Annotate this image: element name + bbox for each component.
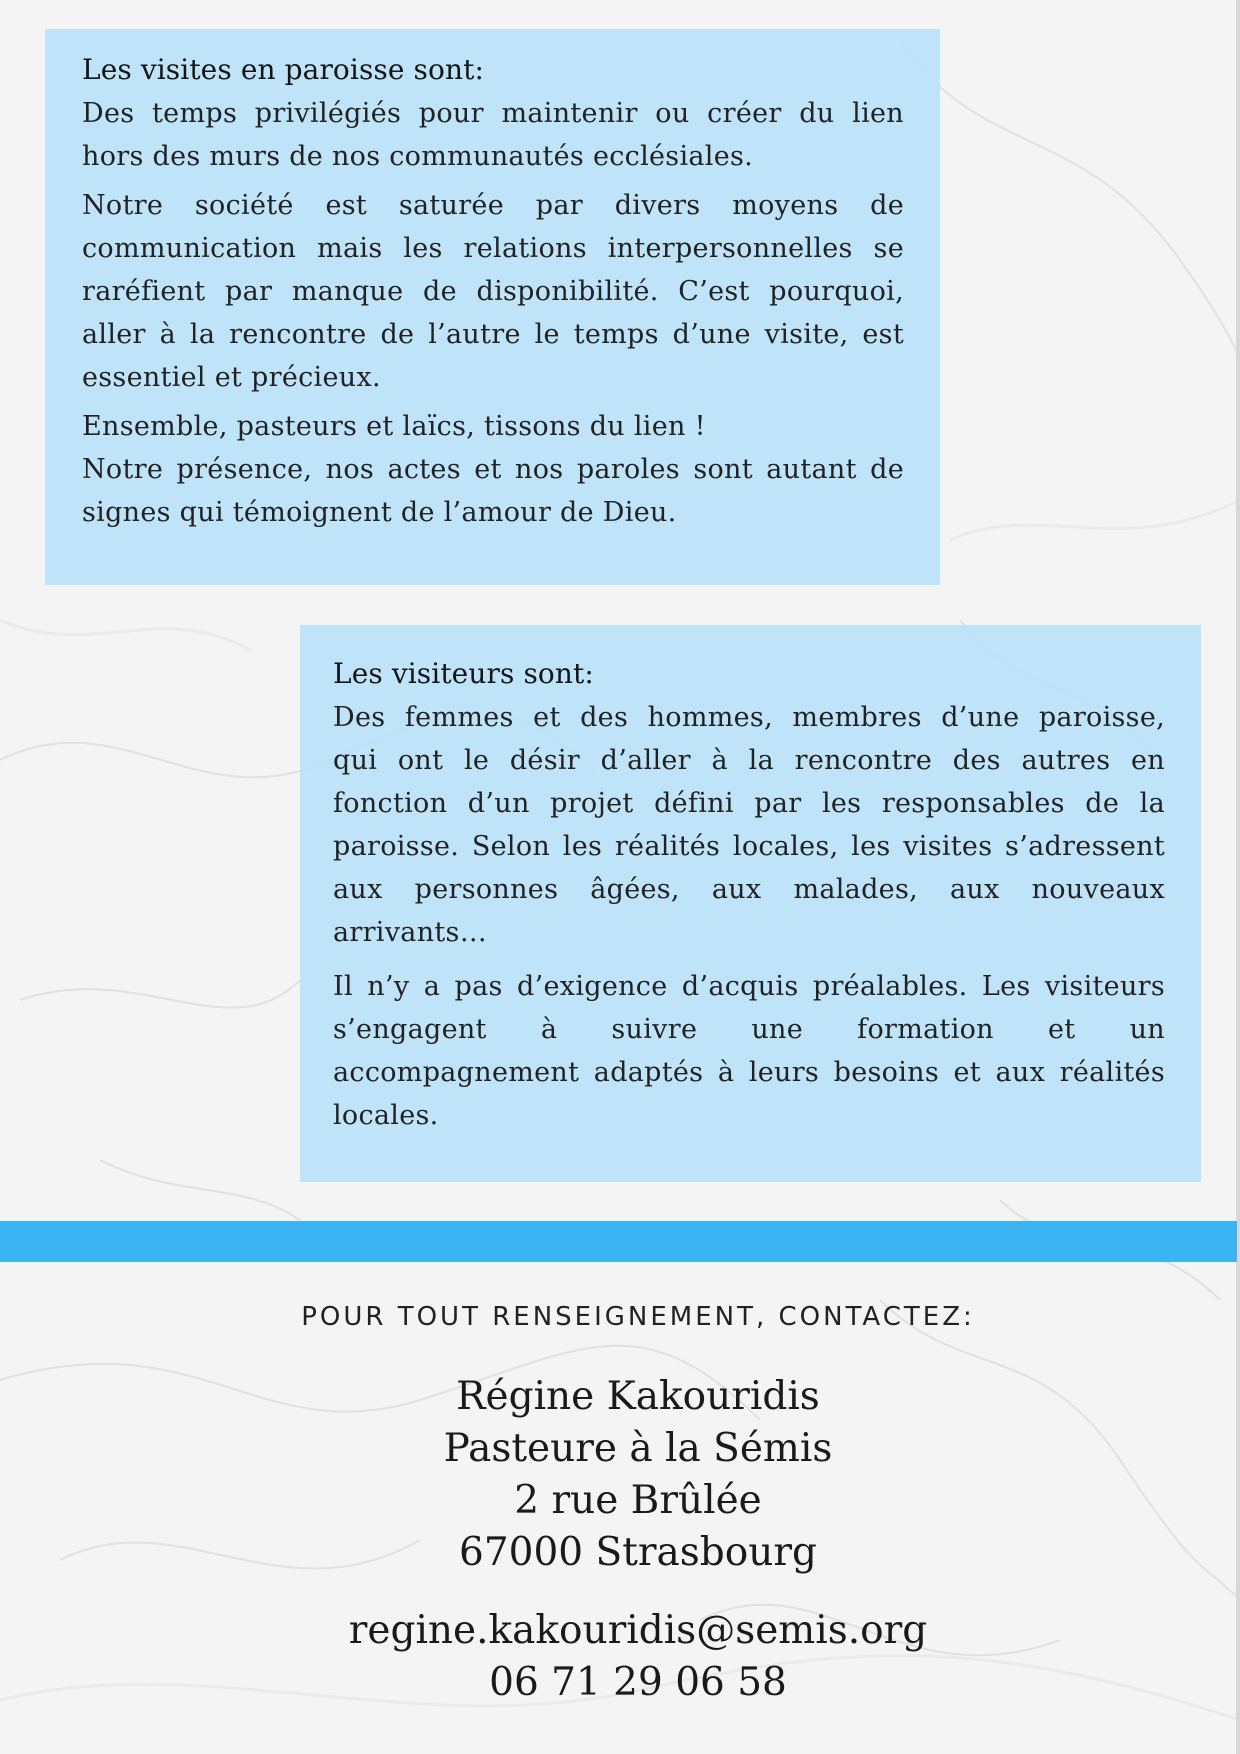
visits-paragraph-3 [82,405,904,534]
text-line: arrivants… [333,917,487,948]
visitors-heading: Les visiteurs sont: [333,657,594,690]
contact-street: 2 rue Brûlée [514,1478,762,1523]
text-line: qui ont le désir d’aller à la rencontre des autres en [333,745,1165,776]
contact-heading: POUR TOUT RENSEIGNEMENT, CONTACTEZ: [301,1302,975,1332]
text-line: Ensemble, pasteurs et laïcs, tissons du lien ! [82,411,706,442]
visitors-paragraph-1 [333,696,1165,954]
text-line: Notre société est saturée par divers moyens de [82,190,904,221]
visitors-paragraph-2 [333,965,1165,1137]
visits-paragraph-1 [82,92,904,178]
text-line: paroisse. Selon les réalités locales, les visites s’adressent [333,831,1165,862]
contact-city: 67000 Strasbourg [459,1530,817,1575]
contact-reach-block [0,1605,1240,1709]
text-line: essentiel et précieux. [82,362,381,393]
text-line: signes qui témoignent de l’amour de Dieu. [82,497,677,528]
contact-email[interactable]: regine.kakouridis@semis.org [348,1608,928,1653]
contact-phone[interactable]: 06 71 29 06 58 [489,1660,787,1705]
text-line: Il n’y a pas d’exigence d’acquis préalables. Les visiteurs [333,971,1165,1002]
contact-role: Pasteure à la Sémis [443,1426,833,1471]
text-line: Notre présence, nos actes et nos paroles sont autant de [82,454,904,485]
text-line: accompagnement adaptés à leurs besoins et aux réalités [333,1057,1165,1088]
divider-band [0,1221,1237,1262]
text-line: hors des murs de nos communautés ecclésiales. [82,141,754,172]
contact-address-block [0,1371,1240,1579]
text-line: s’engagent à suivre une formation et un [333,1014,1165,1045]
text-line: fonction d’un projet défini par les responsables de la [333,788,1165,819]
text-line: locales. [333,1100,439,1131]
visitors-info-box [300,625,1201,1182]
text-line: Des temps privilégiés pour maintenir ou créer du lien [82,98,904,129]
visits-info-box [45,29,940,585]
text-line: raréfient par manque de disponibilité. C’est pourquoi, [82,276,904,307]
text-line: aller à la rencontre de l’autre le temps d’une visite, est [82,319,904,350]
text-line: communication mais les relations interpersonnelles se [82,233,904,264]
visits-paragraph-2 [82,184,904,399]
contact-name: Régine Kakouridis [456,1374,820,1419]
text-line: aux personnes âgées, aux malades, aux nouveaux [333,874,1165,905]
text-line: Des femmes et des hommes, membres d’une paroisse, [333,702,1165,733]
visits-heading: Les visites en paroisse sont: [82,53,484,86]
